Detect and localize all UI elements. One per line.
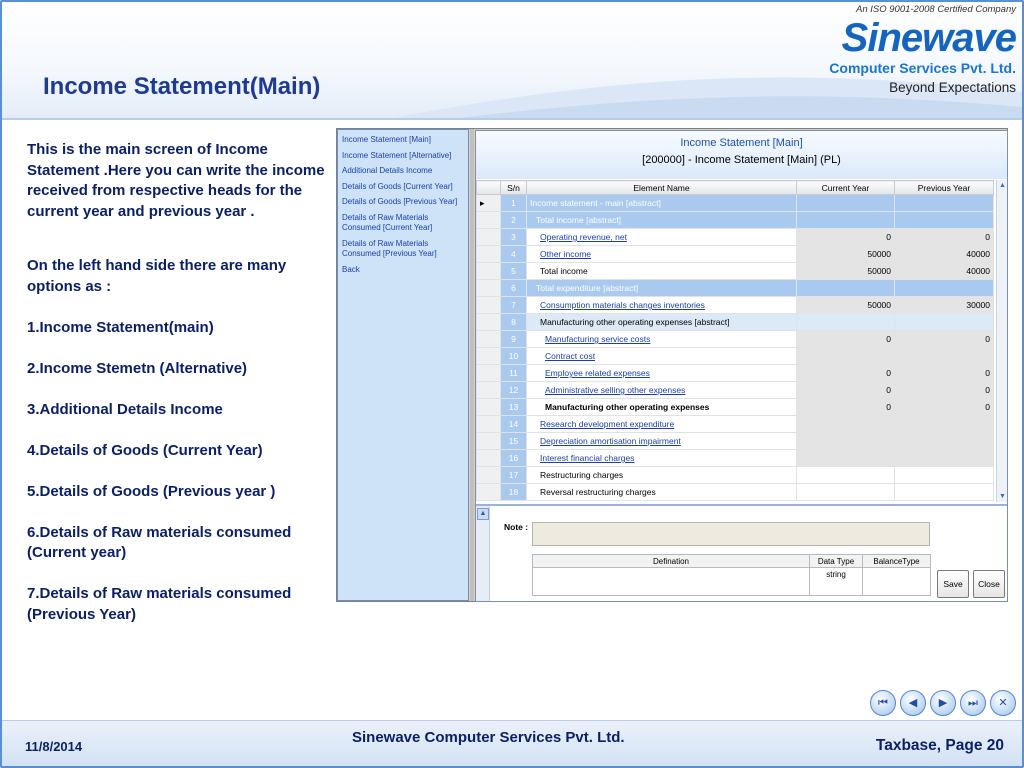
row-previous-year[interactable]: 0 (895, 382, 994, 399)
row-element-name[interactable] (527, 433, 797, 450)
row-previous-year[interactable] (895, 348, 994, 365)
table-row[interactable] (477, 246, 994, 263)
save-button[interactable]: Save (937, 570, 969, 598)
row-previous-year[interactable]: 40000 (895, 246, 994, 263)
row-element-name[interactable] (527, 382, 797, 399)
table-row[interactable] (477, 280, 994, 297)
description-paragraph: On the left hand side there are many options as : (27, 257, 287, 295)
left-nav-list (338, 130, 468, 276)
table-row[interactable] (477, 450, 994, 467)
row-current-year[interactable] (797, 314, 895, 331)
row-current-year[interactable] (797, 212, 895, 229)
table-row[interactable] (477, 314, 994, 331)
row-sn: 14 (501, 416, 527, 433)
row-previous-year[interactable] (895, 433, 994, 450)
row-sn: 6 (501, 280, 527, 297)
row-indicator (477, 314, 501, 331)
row-previous-year[interactable]: 40000 (895, 263, 994, 280)
left-nav-item[interactable]: Details of Goods [Previous Year] (342, 197, 458, 206)
row-indicator (477, 331, 501, 348)
row-current-year[interactable] (797, 450, 895, 467)
definition-row (533, 568, 931, 596)
row-previous-year[interactable]: 0 (895, 399, 994, 416)
row-indicator (477, 229, 501, 246)
row-sn: 5 (501, 263, 527, 280)
note-scroll-up-icon[interactable]: ▲ (477, 508, 489, 520)
row-element-name (527, 212, 797, 229)
table-body (477, 195, 994, 501)
logo-brand: Sinewave (841, 16, 1016, 60)
note-panel-scrollbar[interactable] (476, 506, 490, 601)
row-indicator (477, 416, 501, 433)
row-indicator (477, 246, 501, 263)
content-title: Income Statement [Main] (680, 137, 803, 149)
row-sn: 15 (501, 433, 527, 450)
row-sn: 10 (501, 348, 527, 365)
description-option: 1.Income Statement(main) (27, 318, 214, 336)
table-row[interactable] (477, 229, 994, 246)
row-element-name[interactable] (527, 365, 797, 382)
row-element-name (527, 484, 797, 501)
left-nav-item[interactable]: Back (342, 264, 360, 274)
row-current-year[interactable]: 0 (797, 229, 895, 246)
table-row[interactable] (477, 484, 994, 501)
row-sn: 2 (501, 212, 527, 229)
def-cell-definition (533, 568, 810, 596)
left-nav-item[interactable]: Income Statement [Main] (342, 135, 431, 144)
table-row[interactable] (477, 348, 994, 365)
income-table (476, 180, 994, 501)
table-row[interactable] (477, 399, 994, 416)
left-nav-panel (337, 129, 469, 601)
logo-tagline: Beyond Expectations (889, 80, 1016, 95)
row-indicator (477, 433, 501, 450)
left-nav-item[interactable]: Details of Raw Materials Consumed [Current Year] (342, 212, 433, 232)
row-indicator (477, 382, 501, 399)
footer-company: Sinewave Computer Services Pvt. Ltd. (352, 729, 625, 746)
row-indicator (477, 348, 501, 365)
def-cell-data-type: string (810, 568, 863, 596)
page-title: Income Statement(Main) (43, 73, 321, 100)
element-link[interactable]: Administrative selling other expenses (545, 385, 686, 395)
row-sn: 18 (501, 484, 527, 501)
table-row[interactable] (477, 263, 994, 280)
app-window (336, 128, 1008, 602)
element-link[interactable]: Research development expenditure (540, 419, 675, 429)
header-divider (2, 118, 1022, 120)
first-slide-icon[interactable]: ⏮ (870, 690, 896, 716)
row-indicator (477, 212, 501, 229)
previous-slide-icon[interactable]: ◀ (900, 690, 926, 716)
description-paragraph: This is the main screen of Income Statement .Here you can write the income received from respective heads for the current year and previous year . (27, 141, 325, 220)
row-indicator (477, 263, 501, 280)
row-element-name (527, 399, 797, 416)
panel-splitter[interactable] (470, 129, 474, 601)
row-previous-year[interactable] (895, 416, 994, 433)
row-element-name[interactable] (527, 348, 797, 365)
table-row[interactable] (477, 382, 994, 399)
element-label: Total income [abstract] (536, 215, 622, 225)
table-row[interactable] (477, 212, 994, 229)
description-option: 7.Details of Raw materials consumed (Previous Year) (27, 585, 292, 623)
row-element-name (527, 195, 797, 212)
row-element-name (527, 314, 797, 331)
row-sn: 3 (501, 229, 527, 246)
left-nav-item[interactable]: Additional Details Income (342, 166, 433, 175)
row-current-year[interactable] (797, 484, 895, 501)
element-link[interactable]: Consumption materials changes inventories (540, 300, 705, 310)
row-indicator-header (477, 181, 501, 195)
row-current-year[interactable] (797, 467, 895, 484)
row-current-year[interactable]: 0 (797, 382, 895, 399)
content-subtitle: [200000] - Income Statement [Main] (PL) (642, 154, 841, 166)
table-row[interactable] (477, 433, 994, 450)
row-element-name[interactable] (527, 450, 797, 467)
row-sn: 11 (501, 365, 527, 382)
row-sn: 4 (501, 246, 527, 263)
description-option: 2.Income Stemetn (Alternative) (27, 359, 248, 377)
row-current-year[interactable]: 0 (797, 331, 895, 348)
row-previous-year[interactable] (895, 484, 994, 501)
row-previous-year[interactable] (895, 450, 994, 467)
scroll-up-icon[interactable]: ▲ (999, 182, 1006, 189)
note-panel (476, 504, 1007, 601)
note-input[interactable] (532, 522, 930, 546)
left-nav-item[interactable]: Details of Goods [Current Year] (342, 181, 453, 191)
element-link[interactable]: Depreciation amortisation impairment (540, 436, 681, 446)
row-element-name[interactable] (527, 416, 797, 433)
left-nav-item[interactable]: Details of Raw Materials Consumed [Previous Year] (342, 238, 437, 258)
element-link[interactable]: Contract cost (545, 351, 596, 361)
row-element-name (527, 263, 797, 280)
description-option: 6.Details of Raw materials consumed (Current year) (27, 523, 292, 561)
content-panel (475, 130, 1008, 602)
row-previous-year[interactable]: 0 (895, 365, 994, 382)
row-element-name[interactable] (527, 331, 797, 348)
row-sn: 9 (501, 331, 527, 348)
def-cell-balance-type (863, 568, 931, 596)
element-link[interactable]: Employee related expenses (545, 368, 650, 378)
row-current-year[interactable]: 50000 (797, 246, 895, 263)
element-link[interactable]: Interest financial charges (540, 453, 635, 463)
row-sn: 17 (501, 467, 527, 484)
element-link[interactable]: Manufacturing service costs (545, 334, 651, 344)
row-current-year[interactable]: 50000 (797, 297, 895, 314)
table-row[interactable] (477, 365, 994, 382)
row-previous-year[interactable] (895, 314, 994, 331)
row-previous-year[interactable] (895, 280, 994, 297)
col-header-sn[interactable]: S/n (501, 181, 527, 195)
close-slideshow-icon[interactable]: ✕ (990, 690, 1016, 716)
row-previous-year[interactable]: 0 (895, 331, 994, 348)
footer-date: 11/8/2014 (25, 739, 83, 754)
element-label: Income statement - main [abstract] (530, 198, 661, 208)
row-element-name[interactable] (527, 297, 797, 314)
row-current-year[interactable] (797, 195, 895, 212)
row-indicator (477, 484, 501, 501)
income-grid (476, 180, 995, 502)
element-label: Manufacturing other operating expenses (545, 402, 710, 412)
last-slide-icon[interactable]: ⏭ (960, 690, 986, 716)
col-header-current-year[interactable]: Current Year (797, 181, 895, 195)
row-sn: 12 (501, 382, 527, 399)
current-row-arrow-icon: ▸ (477, 195, 501, 212)
row-sn: 16 (501, 450, 527, 467)
row-current-year[interactable] (797, 280, 895, 297)
table-row[interactable] (477, 297, 994, 314)
row-indicator (477, 467, 501, 484)
row-previous-year[interactable]: 0 (895, 229, 994, 246)
row-previous-year[interactable] (895, 467, 994, 484)
row-current-year[interactable]: 50000 (797, 263, 895, 280)
row-current-year[interactable]: 0 (797, 399, 895, 416)
row-element-name[interactable] (527, 246, 797, 263)
row-indicator (477, 297, 501, 314)
element-link[interactable]: Operating revenue, net (540, 232, 627, 242)
row-indicator (477, 450, 501, 467)
row-sn: 8 (501, 314, 527, 331)
grid-scrollbar[interactable] (996, 180, 1007, 502)
row-current-year[interactable] (797, 348, 895, 365)
row-sn: 1 (501, 195, 527, 212)
row-element-name[interactable] (527, 229, 797, 246)
description-text (27, 140, 332, 646)
next-slide-icon[interactable]: ▶ (930, 690, 956, 716)
row-indicator (477, 280, 501, 297)
definition-table (532, 554, 931, 596)
note-label: Note : (504, 522, 529, 532)
row-element-name (527, 467, 797, 484)
table-row[interactable] (477, 467, 994, 484)
row-sn: 13 (501, 399, 527, 416)
row-current-year[interactable] (797, 433, 895, 450)
footer-page-number: Taxbase, Page 20 (875, 737, 1004, 754)
row-indicator (477, 365, 501, 382)
logo-iso-text: An ISO 9001-2008 Certified Company (855, 4, 1016, 15)
table-row[interactable] (477, 195, 994, 212)
content-header (476, 131, 1007, 179)
def-col-balance-type: BalanceType (863, 555, 931, 568)
def-col-data-type: Data Type (810, 555, 863, 568)
row-previous-year[interactable] (895, 212, 994, 229)
company-logo (796, 4, 1016, 95)
element-link[interactable]: Other income (540, 249, 592, 259)
row-element-name (527, 280, 797, 297)
description-option: 3.Additional Details Income (27, 400, 223, 418)
description-option: 4.Details of Goods (Current Year) (27, 441, 263, 459)
element-label: Restructuring charges (540, 470, 624, 480)
logo-subtitle: Computer Services Pvt. Ltd. (829, 60, 1016, 76)
row-indicator (477, 399, 501, 416)
element-label: Reversal restructuring charges (540, 487, 656, 497)
row-previous-year[interactable] (895, 195, 994, 212)
element-label: Total expenditure [abstract] (536, 283, 639, 293)
element-label: Manufacturing other operating expenses [abstract] (540, 317, 730, 327)
table-header-row (477, 181, 994, 195)
row-sn: 7 (501, 297, 527, 314)
element-label: Total income (540, 266, 588, 276)
scroll-down-icon[interactable]: ▼ (999, 493, 1006, 500)
row-current-year[interactable]: 0 (797, 365, 895, 382)
table-row[interactable] (477, 416, 994, 433)
table-row[interactable] (477, 331, 994, 348)
close-button[interactable]: Close (973, 570, 1005, 598)
col-header-previous-year[interactable]: Previous Year (895, 181, 994, 195)
row-previous-year[interactable]: 30000 (895, 297, 994, 314)
col-header-element[interactable]: Element Name (527, 181, 797, 195)
definition-header-row (533, 555, 931, 568)
row-current-year[interactable] (797, 416, 895, 433)
def-col-definition: Defination (533, 555, 810, 568)
left-nav-item[interactable]: Income Statement [Alternative] (342, 150, 452, 160)
description-option: 5.Details of Goods (Previous year ) (27, 482, 276, 500)
